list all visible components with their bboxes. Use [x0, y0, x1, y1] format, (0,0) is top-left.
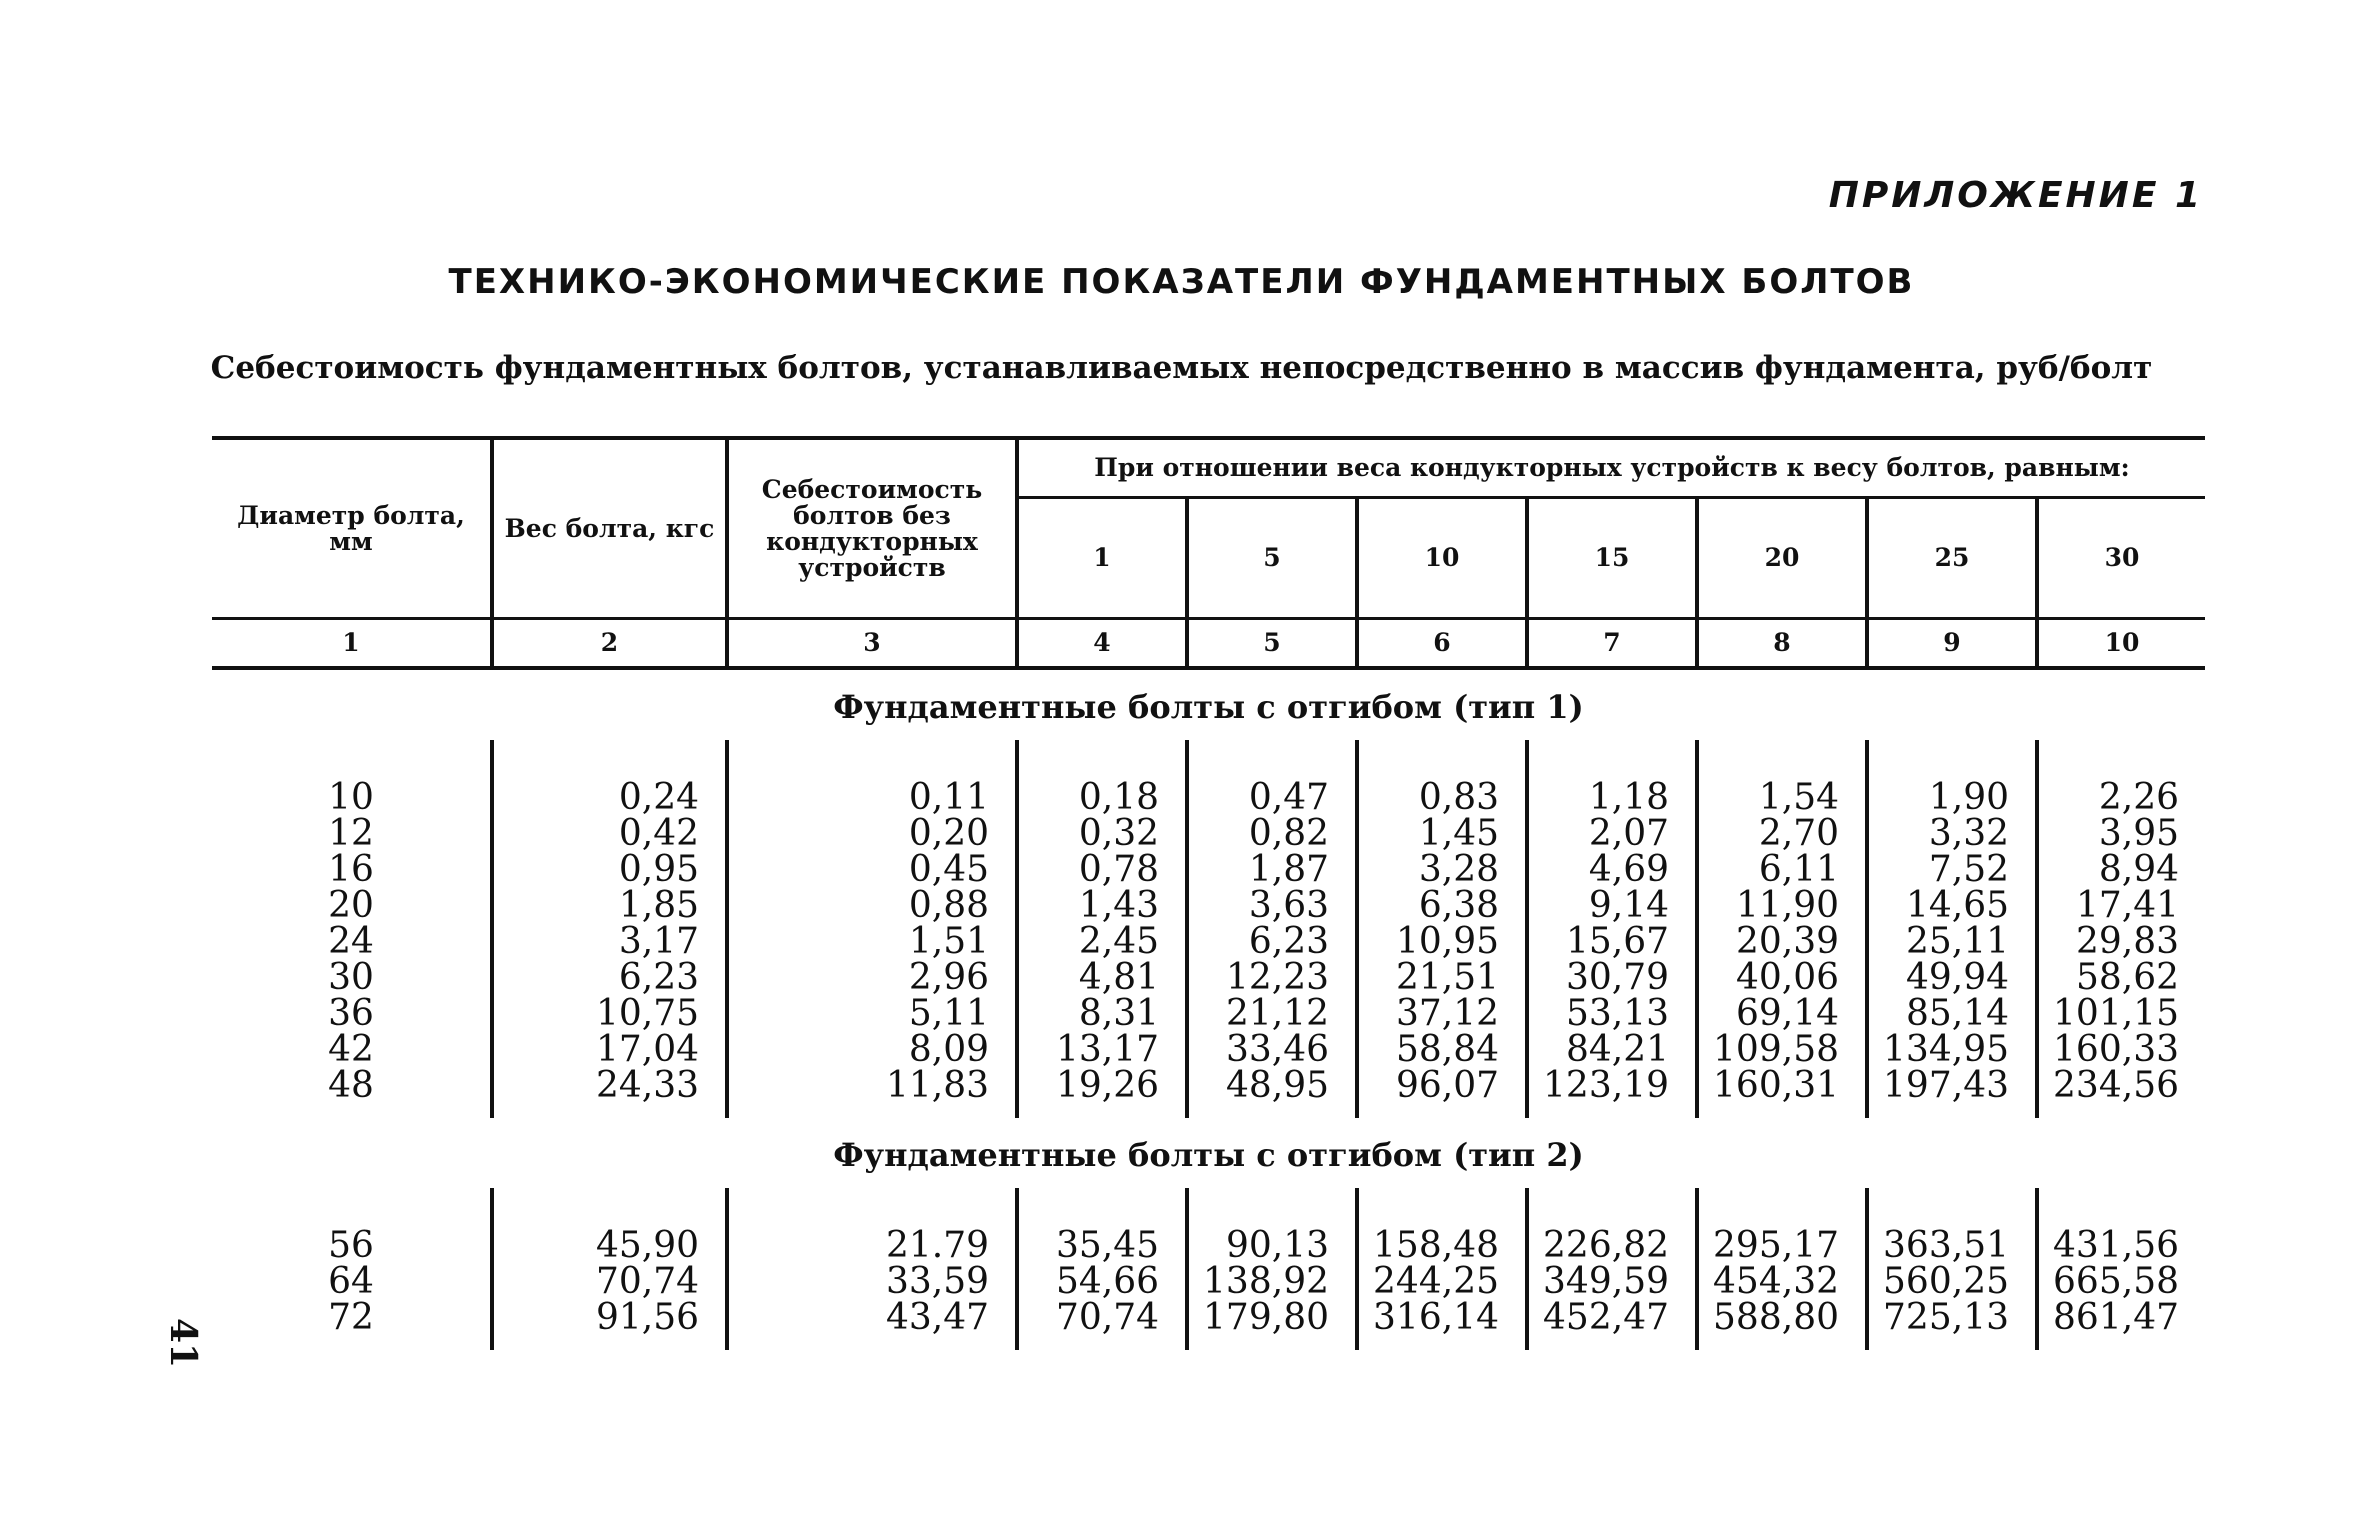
section-title: Фундаментные болты с отгибом (тип 1) [833, 688, 1584, 726]
table-cell-col2: 0,24 [492, 780, 727, 816]
table-cell-col5: 179,80 [1187, 1300, 1357, 1336]
spacer-cell [1867, 1104, 2037, 1118]
table-cell-col8: 160,31 [1697, 1068, 1867, 1104]
spacer-cell [492, 740, 727, 780]
header-ratio-20: 20 [1697, 498, 1867, 619]
table-cell-col6: 0,83 [1357, 780, 1527, 816]
table-cell-col3: 0,20 [727, 816, 1017, 852]
bolt-cost-table [212, 436, 2205, 1350]
header-ratio-5: 5 [1187, 498, 1357, 619]
table-cell-col8: 109,58 [1697, 1032, 1867, 1068]
table-cell-col8: 20,39 [1697, 924, 1867, 960]
table-cell-col4: 19,26 [1017, 1068, 1187, 1104]
page-title: ТЕХНИКО-ЭКОНОМИЧЕСКИЕ ПОКАЗАТЕЛИ ФУНДАМЕНТНЫХ БОЛТОВ [448, 262, 1915, 302]
table-cell-col9: 85,14 [1867, 996, 2037, 1032]
table-row [212, 960, 2205, 996]
table-cell-col6: 21,51 [1357, 960, 1527, 996]
table-cell-col3: 21.79 [727, 1228, 1017, 1264]
section-table [212, 1188, 2205, 1350]
table-cell-col1: 24 [328, 921, 374, 962]
table-cell-col4: 4,81 [1017, 960, 1187, 996]
header-diameter: Диаметр болта, мм [212, 438, 492, 619]
table-cell-col8: 454,32 [1697, 1264, 1867, 1300]
table-cell-col7: 452,47 [1527, 1300, 1697, 1336]
spacer-cell [727, 740, 1017, 780]
table-cell-col9: 3,32 [1867, 816, 2037, 852]
table-cell-col9: 725,13 [1867, 1300, 2037, 1336]
table-cell-col2: 0,42 [492, 816, 727, 852]
table-cell-col10: 29,83 [2037, 924, 2205, 960]
table-cell-col1: 48 [328, 1065, 374, 1106]
table-row [212, 996, 2205, 1032]
table-cell-col9: 197,43 [1867, 1068, 2037, 1104]
table-cell-col2: 17,04 [492, 1032, 727, 1068]
table-cell-col1: 16 [328, 849, 374, 890]
table-cell-col3: 2,96 [727, 960, 1017, 996]
table-cell-col3: 0,11 [727, 780, 1017, 816]
appendix-label: ПРИЛОЖЕНИЕ 1 [1828, 175, 2203, 216]
table-cell-col5: 3,63 [1187, 888, 1357, 924]
header-ratio-group: При отношении веса кондукторных устройств к весу болтов, равным: [1017, 438, 2205, 498]
table-cell-col10: 431,56 [2037, 1228, 2205, 1264]
table-cell-col7: 84,21 [1527, 1032, 1697, 1068]
table-cell-col4: 1,43 [1017, 888, 1187, 924]
spacer-cell [492, 1188, 727, 1228]
table-cell-col7: 30,79 [1527, 960, 1697, 996]
table-cell-col10: 2,26 [2037, 780, 2205, 816]
column-number-1: 1 [212, 619, 492, 669]
table-cell-col6: 1,45 [1357, 816, 1527, 852]
table-cell-col8: 11,90 [1697, 888, 1867, 924]
table-cell-col8: 1,54 [1697, 780, 1867, 816]
table-cell-col7: 4,69 [1527, 852, 1697, 888]
column-number-2: 2 [492, 619, 727, 669]
spacer-cell [2037, 1336, 2205, 1350]
table-cell-col10: 8,94 [2037, 852, 2205, 888]
spacer-cell [1697, 1188, 1867, 1228]
table-cell-col5: 138,92 [1187, 1264, 1357, 1300]
table-cell-col5: 21,12 [1187, 996, 1357, 1032]
table-header [212, 436, 2205, 670]
table-cell-col2: 45,90 [492, 1228, 727, 1264]
table-cell-col5: 48,95 [1187, 1068, 1357, 1104]
table-cell-col4: 54,66 [1017, 1264, 1187, 1300]
table-cell-col7: 9,14 [1527, 888, 1697, 924]
table-cell-col6: 158,48 [1357, 1228, 1527, 1264]
table-cell-col5: 6,23 [1187, 924, 1357, 960]
table-cell-col5: 12,23 [1187, 960, 1357, 996]
spacer-cell [1187, 1336, 1357, 1350]
table-cell-col3: 5,11 [727, 996, 1017, 1032]
column-number-3: 3 [727, 619, 1017, 669]
table-row [212, 1228, 2205, 1264]
table-row [212, 780, 2205, 816]
spacer-cell [492, 1336, 727, 1350]
spacer-cell [1697, 740, 1867, 780]
table-cell-col3: 0,45 [727, 852, 1017, 888]
spacer-cell [1527, 740, 1697, 780]
table-cell-col5: 33,46 [1187, 1032, 1357, 1068]
table-row [212, 852, 2205, 888]
table-cell-col4: 8,31 [1017, 996, 1187, 1032]
spacer-cell [212, 1336, 492, 1350]
spacer-cell [2037, 740, 2205, 780]
spacer-cell [727, 1188, 1017, 1228]
spacer-cell [1867, 740, 2037, 780]
table-cell-col7: 349,59 [1527, 1264, 1697, 1300]
section-table [212, 740, 2205, 1118]
column-number-8: 8 [1697, 619, 1867, 669]
table-cell-col3: 1,51 [727, 924, 1017, 960]
header-weight: Вес болта, кгс [492, 438, 727, 619]
table-cell-col9: 14,65 [1867, 888, 2037, 924]
table-cell-col8: 40,06 [1697, 960, 1867, 996]
table-cell-col7: 123,19 [1527, 1068, 1697, 1104]
table-cell-col9: 560,25 [1867, 1264, 2037, 1300]
table-cell-col7: 1,18 [1527, 780, 1697, 816]
table-cell-col1: 30 [328, 957, 374, 998]
header-ratio-30: 30 [2037, 498, 2205, 619]
spacer-cell [212, 740, 492, 780]
table-row [212, 888, 2205, 924]
table-cell-col1: 42 [328, 1029, 374, 1070]
spacer-cell [1187, 1104, 1357, 1118]
column-number-4: 4 [1017, 619, 1187, 669]
table-cell-col1: 10 [328, 777, 374, 818]
header-ratio-1: 1 [1017, 498, 1187, 619]
table-cell-col1: 12 [328, 813, 374, 854]
table-cell-col2: 3,17 [492, 924, 727, 960]
table-subtitle: Себестоимость фундаментных болтов, устанавливаемых непосредственно в массив фундамента, руб/болт [210, 350, 2153, 386]
spacer-cell [212, 1104, 492, 1118]
table-row [212, 816, 2205, 852]
table-cell-col3: 11,83 [727, 1068, 1017, 1104]
spacer-cell [492, 1104, 727, 1118]
table-cell-col6: 244,25 [1357, 1264, 1527, 1300]
spacer-cell [1527, 1336, 1697, 1350]
table-cell-col4: 2,45 [1017, 924, 1187, 960]
table-cell-col10: 17,41 [2037, 888, 2205, 924]
table-cell-col5: 0,47 [1187, 780, 1357, 816]
spacer-cell [1017, 1104, 1187, 1118]
table-cell-col5: 90,13 [1187, 1228, 1357, 1264]
table-cell-col1: 64 [328, 1261, 374, 1302]
spacer-cell [1017, 1188, 1187, 1228]
table-cell-col4: 0,78 [1017, 852, 1187, 888]
spacer-cell [727, 1336, 1017, 1350]
spacer-cell [2037, 1104, 2205, 1118]
table-cell-col6: 37,12 [1357, 996, 1527, 1032]
spacer-cell [2037, 1188, 2205, 1228]
table-cell-col8: 295,17 [1697, 1228, 1867, 1264]
table-cell-col7: 2,07 [1527, 816, 1697, 852]
table-cell-col8: 2,70 [1697, 816, 1867, 852]
table-row [212, 1068, 2205, 1104]
table-cell-col10: 58,62 [2037, 960, 2205, 996]
table-cell-col1: 20 [328, 885, 374, 926]
table-cell-col10: 160,33 [2037, 1032, 2205, 1068]
table-cell-col9: 49,94 [1867, 960, 2037, 996]
table-cell-col6: 316,14 [1357, 1300, 1527, 1336]
column-number-9: 9 [1867, 619, 2037, 669]
table-row [212, 1264, 2205, 1300]
table-cell-col9: 7,52 [1867, 852, 2037, 888]
table-cell-col2: 10,75 [492, 996, 727, 1032]
spacer-cell [1357, 1188, 1527, 1228]
spacer-cell [212, 1188, 492, 1228]
page-number: 41 [162, 1317, 205, 1369]
spacer-cell [1017, 740, 1187, 780]
column-number-5: 5 [1187, 619, 1357, 669]
spacer-cell [1357, 740, 1527, 780]
table-row [212, 1032, 2205, 1068]
table-cell-col2: 70,74 [492, 1264, 727, 1300]
table-cell-col4: 35,45 [1017, 1228, 1187, 1264]
table-cell-col1: 36 [328, 993, 374, 1034]
table-cell-col2: 1,85 [492, 888, 727, 924]
table-cell-col2: 6,23 [492, 960, 727, 996]
header-ratio-15: 15 [1527, 498, 1697, 619]
spacer-cell [727, 1104, 1017, 1118]
table-cell-col3: 8,09 [727, 1032, 1017, 1068]
table-cell-col1: 72 [328, 1297, 374, 1338]
spacer-cell [1187, 1188, 1357, 1228]
table-row [212, 1300, 2205, 1336]
table-cell-col4: 0,32 [1017, 816, 1187, 852]
table-cell-col2: 24,33 [492, 1068, 727, 1104]
table-cell-col6: 58,84 [1357, 1032, 1527, 1068]
section-title: Фундаментные болты с отгибом (тип 2) [833, 1136, 1584, 1174]
table-cell-col6: 3,28 [1357, 852, 1527, 888]
table-cell-col2: 0,95 [492, 852, 727, 888]
table-cell-col10: 665,58 [2037, 1264, 2205, 1300]
column-number-10: 10 [2037, 619, 2205, 669]
spacer-cell [1867, 1336, 2037, 1350]
table-cell-col6: 6,38 [1357, 888, 1527, 924]
table-cell-col4: 70,74 [1017, 1300, 1187, 1336]
table-cell-col6: 10,95 [1357, 924, 1527, 960]
table-cell-col10: 861,47 [2037, 1300, 2205, 1336]
table-cell-col6: 96,07 [1357, 1068, 1527, 1104]
table-cell-col5: 1,87 [1187, 852, 1357, 888]
table-cell-col8: 69,14 [1697, 996, 1867, 1032]
spacer-cell [1357, 1104, 1527, 1118]
table-cell-col7: 15,67 [1527, 924, 1697, 960]
table-cell-col9: 1,90 [1867, 780, 2037, 816]
table-row [212, 924, 2205, 960]
spacer-cell [1187, 740, 1357, 780]
column-number-6: 6 [1357, 619, 1527, 669]
table-cell-col9: 134,95 [1867, 1032, 2037, 1068]
spacer-cell [1697, 1104, 1867, 1118]
spacer-cell [1527, 1104, 1697, 1118]
header-cost-no-jig: Себестоимость болтов без кондукторных устройств [727, 438, 1017, 619]
header-ratio-25: 25 [1867, 498, 2037, 619]
table-cell-col10: 101,15 [2037, 996, 2205, 1032]
table-cell-col9: 363,51 [1867, 1228, 2037, 1264]
table-cell-col4: 0,18 [1017, 780, 1187, 816]
table-cell-col1: 56 [328, 1225, 374, 1266]
table-cell-col8: 6,11 [1697, 852, 1867, 888]
table-cell-col9: 25,11 [1867, 924, 2037, 960]
column-number-7: 7 [1527, 619, 1697, 669]
spacer-cell [1017, 1336, 1187, 1350]
table-cell-col2: 91,56 [492, 1300, 727, 1336]
table-cell-col10: 3,95 [2037, 816, 2205, 852]
header-ratio-10: 10 [1357, 498, 1527, 619]
table-cell-col8: 588,80 [1697, 1300, 1867, 1336]
table-cell-col4: 13,17 [1017, 1032, 1187, 1068]
spacer-cell [1697, 1336, 1867, 1350]
table-cell-col10: 234,56 [2037, 1068, 2205, 1104]
table-cell-col3: 33,59 [727, 1264, 1017, 1300]
table-cell-col3: 0,88 [727, 888, 1017, 924]
table-cell-col7: 53,13 [1527, 996, 1697, 1032]
spacer-cell [1527, 1188, 1697, 1228]
spacer-cell [1867, 1188, 2037, 1228]
table-cell-col7: 226,82 [1527, 1228, 1697, 1264]
spacer-cell [1357, 1336, 1527, 1350]
table-cell-col3: 43,47 [727, 1300, 1017, 1336]
table-cell-col5: 0,82 [1187, 816, 1357, 852]
